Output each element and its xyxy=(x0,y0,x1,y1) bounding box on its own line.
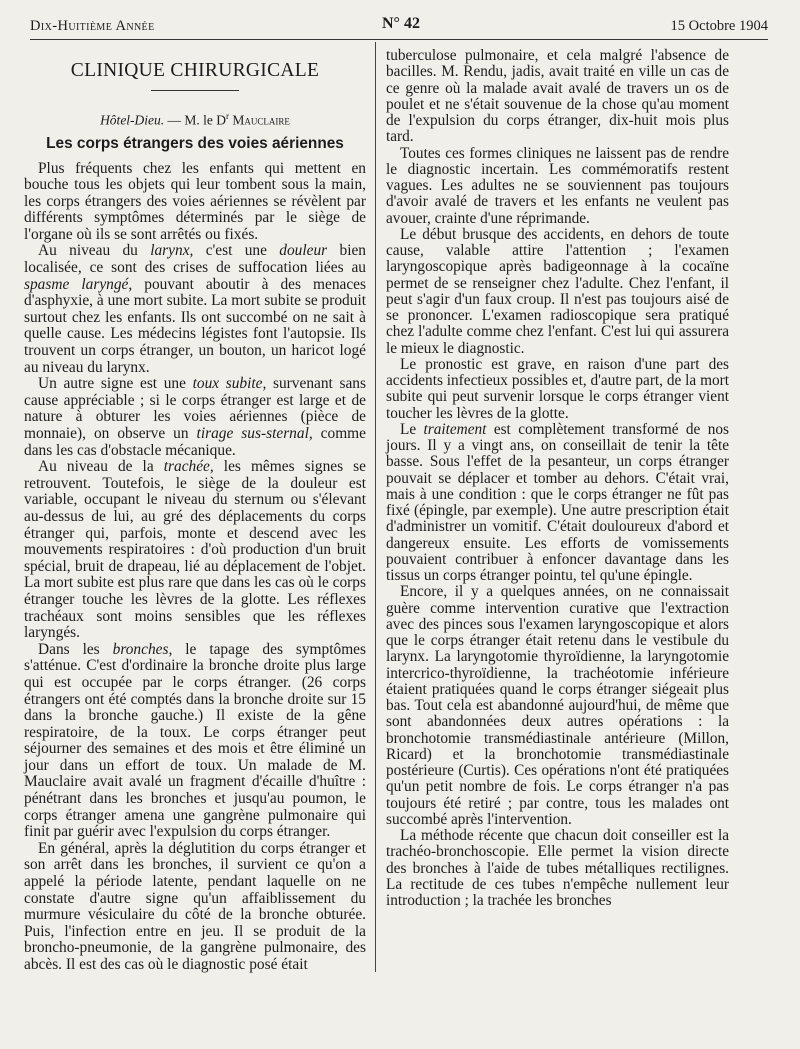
byline-place: Hôtel-Dieu. xyxy=(100,112,165,128)
title-rule xyxy=(151,90,239,91)
left-column-body xyxy=(24,161,366,974)
paragraph xyxy=(24,642,366,841)
paragraph xyxy=(386,828,729,909)
paragraph xyxy=(386,146,729,227)
paragraph-text: Au niveau du xyxy=(38,242,151,260)
byline-name: Mauclaire xyxy=(232,112,290,128)
paragraph xyxy=(386,422,729,585)
emphasis-text: traitement xyxy=(423,420,487,438)
paragraph xyxy=(24,161,366,244)
emphasis-text: tirage sus-sternal, xyxy=(196,425,313,442)
running-header xyxy=(30,14,768,38)
emphasis-text: trachée, xyxy=(163,458,214,476)
section-title: CLINIQUE CHIRURGICALE xyxy=(70,60,320,81)
paragraph-text: c'est une xyxy=(193,242,280,260)
right-column-body xyxy=(386,48,729,909)
paragraph xyxy=(386,48,729,146)
header-date: 15 Octobre 1904 xyxy=(670,18,768,34)
paragraph-text: Dans les xyxy=(38,640,113,658)
paragraph xyxy=(24,243,366,376)
paragraph-text: est complètement transformé de nos jours. Il y a vingt ans, on conseillait de tenir la tête basse. Sous l'effet de la pesanteur, un corps étranger pouvait se déplacer et tomber au dehors. C'était vrai, mais à une condition : que le corps étranger ne fût pas fixé (épingle, par exemple). Une autre prescription était d'administrer un vomitif. C'était douloureux d'abord et dangereux ensuite. Les efforts de vomissements pouvaient contribuer à enfoncer davantage dans les tissus un corps étranger pointu, tel qu'une épingle. xyxy=(386,420,729,584)
paragraph xyxy=(386,584,729,828)
paragraph xyxy=(24,376,366,459)
paragraph xyxy=(386,357,729,422)
paragraph-text: comme dans les cas d'obstacle mécanique. xyxy=(24,425,366,459)
paragraph-text: Toutes ces formes cliniques ne laissent pas de rendre le diagnostic incertain. Les commémoratifs restent vagues. Les adultes ne se souviennent pas toujours d'avoir avalé de travers et les enfants ne veulent pas avouer, crainte d'une réprimande. xyxy=(386,144,729,227)
byline xyxy=(24,111,366,129)
paragraph xyxy=(24,841,366,974)
header-year: Dix-Huitième Année xyxy=(30,18,155,34)
paragraph xyxy=(24,459,366,642)
paragraph xyxy=(386,227,729,357)
paragraph-text: Au niveau de la xyxy=(38,458,164,476)
emphasis-text: spasme laryngé, xyxy=(24,275,133,293)
paragraph-text: Encore, il y a quelques années, on ne connaissait guère comme intervention curative que l'extraction avec des pinces sous l'examen laryngoscopique et alors que le corps étranger était retenu dans le vestibule du larynx. La laryngotomie thyroïdienne, la laryngotomie intercrico-thyroïdienne, la trachéotomie inférieure étaient pratiquées quand le corps étranger siégeait plus bas. Tout cela est abandonné aujourd'hui, de même que sont abandonnées deux autres opérations : la bronchotomie transmédiastinale antérieure (Millon, Ricard) et la bronchotomie transmédiastinale postérieure (Curtis). Ces opérations n'ont été pratiquées qu'un petit nombre de fois. Le corps étranger n'a pas toujours été retiré ; par contre, tous les malades ont succombé après l'intervention. xyxy=(386,583,729,828)
article-title: Les corps étrangers des voies aériennes xyxy=(46,134,344,152)
paragraph-text: pouvant aboutir à des menaces d'asphyxie, à une mort subite. La mort subite se produit surtout chez les enfants. Ils ont succombé on ne sait à quelle cause. Les médecins légistes font l'autopsie. Ils trouvent un corps étranger, un bouton, un haricot logé au niveau du larynx. xyxy=(24,275,366,376)
emphasis-text: larynx, xyxy=(150,242,194,260)
paragraph-text: Le début brusque des accidents, en dehors de toute cause, valable attire l'attention ; l'examen laryngoscopique après badigeonnage à la cocaïne permet de se renseigner chez l'adulte. Chez l'enfant, il peut s'agir d'un faux croup. Il n'est pas toujours aisé de se prononcer. L'examen radioscopique sera pratiqué chez l'adulte comme chez l'enfant. C'est lui qui assurera le mieux le diagnostic. xyxy=(386,225,729,357)
paragraph-text: Plus fréquents chez les enfants qui mettent en bouche tous les objets qui leur tombent sous la main, les corps étrangers des voies aériennes se révèlent par différents symptômes déterminés par le siège de l'organe où ils se sont arrêtés ou fixés. xyxy=(24,159,366,243)
paragraph-text: tuberculose pulmonaire, et cela malgré l'absence de bacilles. M. Rendu, jadis, avait traité en ville un cas de ce genre où la malade avait avalé de travers un os de poulet et ne s'était souvenue de la chose qu'au moment de l'expulsion du corps étranger, dix-huit mois plus tard. xyxy=(386,47,729,146)
paragraph-text: La méthode récente que chacun doit conseiller est la trachéo-bronchoscopie. Elle permet la vision directe des bronches à l'aide de tubes métalliques rectilignes. La rectitude de ces tubes n'empêche nullement leur introduction ; la trachée les bronches xyxy=(386,827,729,909)
header-issue-number: N° 42 xyxy=(382,15,420,32)
right-column xyxy=(386,48,729,909)
paragraph-text: Le xyxy=(400,420,424,438)
emphasis-text: douleur xyxy=(279,242,328,260)
paragraph-text: Un autre signe est une xyxy=(38,375,193,393)
paragraph-text: survenant sans cause appréciable ; si le corps étranger est large et de nature à obturer les voies aériennes (pièce de monnaie), on observe un xyxy=(24,375,366,442)
paragraph-text: En général, après la déglutition du corps étranger et son arrêt dans les bronches, il survient ce qu'on a appelé la période latente, pendant laquelle on ne constate d'autre signe qu'un affaiblissement du murmure vésiculaire du côté de la bronche obturée. Puis, l'infection entre en jeu. Il se produit de la broncho-pneumonie, de la gangrène pulmonaire, des abcès. Il est des cas où le diagnostic posé était xyxy=(24,839,366,973)
left-column xyxy=(24,50,366,974)
emphasis-text: toux subite, xyxy=(192,375,267,393)
byline-sup: r xyxy=(226,111,230,121)
header-rule xyxy=(30,39,768,40)
paragraph-text: Le pronostic est grave, en raison d'une part des accidents infectieux possibles et, d'autre part, de la mort subite qui peut survenir lorsque le corps étranger vient toucher les lèvres de la glotte. xyxy=(386,355,729,422)
paragraph-text: le tapage des symptômes s'atténue. C'est d'ordinaire la bronche droite plus large qui est occupée par le corps étranger. (26 corps étrangers ont été comptés dans la bronche droite sur 15 dans la bronche gauche.) Il existe de la gêne respiratoire, de la toux. Le corps étranger peut séjourner des semaines et des mois et être éliminé un jour dans un effort de toux. Un malade de M. Mauclaire avait avalé un fragment d'écaille d'huître : pénétrant dans les bronches et jusqu'au poumon, le corps étranger amena une gangrène pulmonaire qui finit par guérir avec l'expulsion du corps étranger. xyxy=(24,640,366,841)
emphasis-text: bronches, xyxy=(112,640,173,658)
column-divider xyxy=(375,42,376,972)
paragraph-text: les mêmes signes se retrouvent. Toutefois, le siège de la douleur est variable, occupant le niveau du sternum ou s'élevant au-dessus de lui, au gré des déplacements du corps étranger qui, parfois, monte et descend avec les mouvements respiratoires : d'où production d'un bruit spécial, bruit de drapeau, lié au déplacement de l'objet. La mort subite est plus rare que dans les cas où le corps étranger touche les lèvres de la glotte. Les réflexes trachéaux sont moins sensibles que les réflexes laryngés. xyxy=(24,458,366,642)
byline-dash: — M. le D xyxy=(164,112,227,128)
paragraph-text: bien localisée, ce sont des crises de suffocation liées au xyxy=(24,242,366,277)
